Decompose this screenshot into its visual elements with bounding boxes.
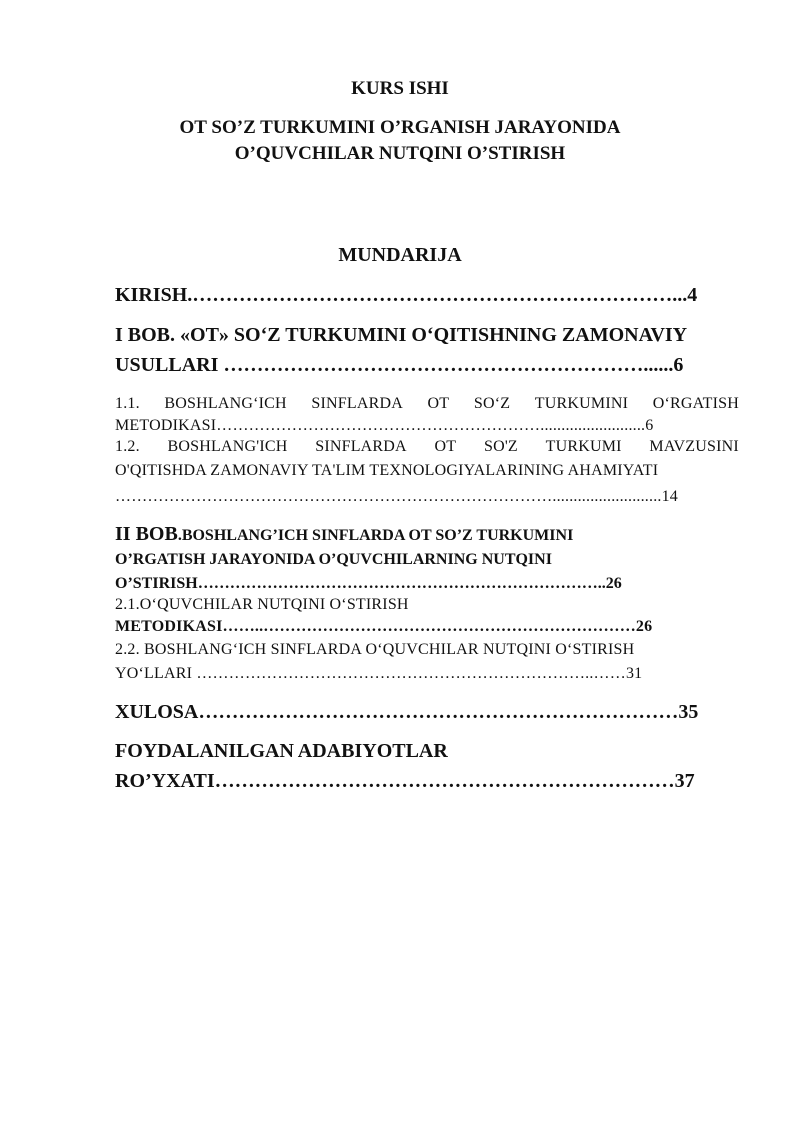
toc-bob2-prefix: II BOB [115,523,178,545]
toc-bob1-line1: I BOB. «OT» SO‘Z TURKUMINI O‘QITISHNING ZAMONAVIY [115,324,688,346]
toc-1-1-word: BOSHLANG‘ICH [164,395,287,412]
toc-1-1-word: OT [427,395,450,412]
toc-1-2-word: SO'Z [483,438,518,455]
toc-1-2-line3: ………………………………………………………………………..........................14 [115,488,678,505]
toc-entry-2-1[interactable] [115,594,739,638]
toc-2-2-line1: 2.2. BOSHLANG‘ICH SINFLARDA O‘QUVCHILAR NUTQINI O‘STIRISH [115,641,635,658]
toc-xulosa-text: XULOSA………………………………………………………………35 [115,701,699,723]
course-label: KURS ISHI [351,78,449,99]
toc-1-1-word: TURKUMINI [534,395,629,412]
toc-1-1-word: O‘RGATISH [652,395,739,412]
toc-bob2-line1 [115,522,739,548]
toc-heading: MUNDARIJA [338,244,462,266]
toc-1-1-word: 1.1. [115,395,140,412]
toc-bob2-title: .BOSHLANG’ICH SINFLARDA OT SO’Z TURKUMINI [177,527,574,544]
toc-1-2-word: 1.2. [115,438,140,455]
toc-bob2-line3: O’STIRISH…………………………………………………………………..26 [115,575,622,592]
toc-entry-adabiyotlar[interactable] [115,736,739,796]
title-line-2: O’QUVCHILAR NUTQINI O’STIRISH [234,143,566,164]
toc-entry-xulosa[interactable] [115,701,739,724]
toc-entry-2-2[interactable] [115,638,739,686]
title-line-1: OT SO’Z TURKUMINI O’RGANISH JARAYONIDA [179,117,621,138]
toc-entry-1-1[interactable] [115,393,739,437]
toc-1-1-line1 [115,393,739,415]
toc-adab-line1: FOYDALANILGAN ADABIYOTLAR [115,740,448,762]
toc-1-2-word: MAVZUSINI [649,438,739,455]
toc-1-2-line1 [115,436,739,458]
toc-entry-bob2[interactable] [115,522,739,596]
toc-kirish-text: KIRISH.………………………………………………………………...4 [115,284,698,306]
toc-entry-bob1[interactable] [115,320,739,380]
toc-bob1-line2: USULLARI ………………………………………………………......6 [115,354,684,376]
toc-adab-line2: RO’YXATI……………………………………………………………37 [115,770,695,792]
toc-1-1-word: SINFLARDA [311,395,403,412]
toc-entry-kirish[interactable] [115,284,739,307]
toc-2-1-line1: 2.1.O‘QUVCHILAR NUTQINI O‘STIRISH [115,596,409,613]
toc-2-1-line2: METODIKASI……..……………………………………………………………26 [115,618,653,635]
toc-1-1-line2: METODIKASI…………………………………………………….........................6 [115,417,654,434]
toc-1-2-word: BOSHLANG'ICH [167,438,288,455]
toc-1-2-word: SINFLARDA [315,438,407,455]
toc-2-2-line2: YO‘LLARI ………………………………………………………………..……31 [115,665,643,682]
toc-1-2-line2: O'QITISHDA ZAMONAVIY TA'LIM TEXNOLOGIYALARINING AHAMIYATI [115,462,659,479]
toc-entry-1-2[interactable] [115,436,739,510]
toc-1-2-word: OT [434,438,457,455]
toc-bob2-line2: O’RGATISH JARAYONIDA O’QUVCHILARNING NUTQINI [115,551,552,568]
toc-1-1-word: SO‘Z [473,395,511,412]
toc-1-2-word: TURKUMI [545,438,622,455]
